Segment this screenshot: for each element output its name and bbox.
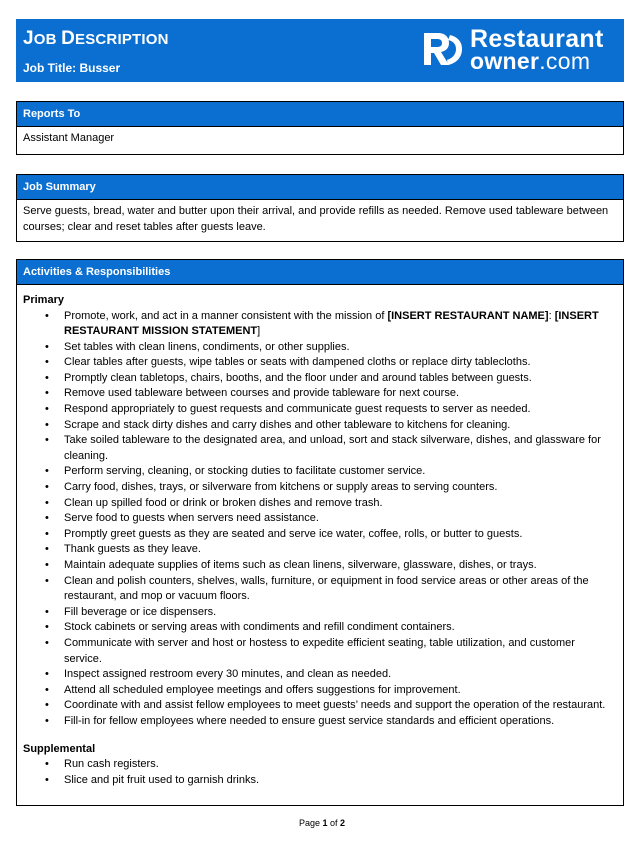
logo-text-owner (470, 48, 590, 75)
list-item: • Promptly greet guests as they are seated and serve ice water, coffee, rolls, or butter to guests. (23, 527, 617, 543)
reports-to-heading: Reports To (17, 102, 623, 127)
page-number: 1 (322, 818, 328, 828)
list-item: • Coordinate with and assist fellow employees to meet guests’ needs and support the operation of the restaurant. (23, 698, 617, 714)
item-text: Promote, work, and act in a manner consistent with the mission of (64, 309, 388, 322)
item-bold: [INSERT RESTAURANT MISSION STATEMENT (64, 309, 599, 338)
list-item: • Inspect assigned restroom every 30 minutes, and clean as needed. (23, 667, 617, 683)
list-item: • Run cash registers. (23, 757, 617, 773)
activities-content (17, 285, 623, 794)
item-text: ] (257, 325, 261, 338)
list-item: • Clean and polish counters, shelves, walls, furniture, or equipment in food service areas or other areas of the restaurant, and mop or vacuum floors. (23, 574, 617, 605)
list-item: • Respond appropriately to guest requests and communicate guest requests to server as needed. (23, 402, 617, 418)
logo-owner: owner (470, 48, 540, 74)
document-header (16, 19, 624, 82)
list-item: • Attend all scheduled employee meetings and offers suggestions for improvement. (23, 683, 617, 699)
primary-list (23, 309, 617, 730)
primary-label: Primary (23, 294, 64, 306)
ro-logo-icon (420, 29, 464, 69)
reports-to-section (16, 101, 624, 155)
activities-section (16, 259, 624, 806)
list-item: • Set tables with clean linens, condiments, or other supplies. (23, 340, 617, 356)
footer-text: of (327, 818, 341, 828)
list-item: • Stock cabinets or serving areas with condiments and refill condiment containers. (23, 620, 617, 636)
title-part: ESCRIPTION (74, 31, 169, 48)
title-part: D (61, 28, 75, 49)
list-item: • Remove used tableware between courses and provide tableware for next course. (23, 386, 617, 402)
supplemental-list (23, 757, 617, 788)
job-summary-text: Serve guests, bread, water and butter upon their arrival, and provide refills as needed. Remove used tableware between courses; clear and reset tables after guests leave. (23, 205, 609, 233)
job-title: Job Title: Busser (23, 61, 121, 75)
title-part: J (23, 28, 34, 49)
list-item: • Carry food, dishes, trays, or silverware from kitchens or supply areas to serving counters. (23, 480, 617, 496)
list-item: • Take soiled tableware to the designated area, and unload, sort and stack silverware, dishes, and glassware for cleaning. (23, 433, 617, 464)
job-summary-heading: Job Summary (17, 175, 623, 200)
list-item: • Slice and pit fruit used to garnish drinks. (23, 773, 617, 789)
footer-text: Page (298, 818, 323, 828)
list-item: • Promptly clean tabletops, chairs, booths, and the floor under and around tables between guests. (23, 371, 617, 387)
restaurant-owner-logo (420, 27, 610, 73)
list-item: • Thank guests as they leave. (23, 542, 617, 558)
list-item: • Fill beverage or ice dispensers. (23, 605, 617, 621)
page-footer (0, 818, 644, 828)
page-total: 2 (340, 818, 346, 828)
list-item: • Perform serving, cleaning, or stocking duties to facilitate customer service. (23, 464, 617, 480)
list-item: • Clean up spilled food or drink or broken dishes and remove trash. (23, 496, 617, 512)
item-bold: [INSERT RESTAURANT NAME] (387, 309, 549, 322)
list-item: • Communicate with server and host or hostess to expedite efficient seating, table utilization, and customer service. (23, 636, 617, 667)
list-item (23, 309, 617, 340)
document-title (23, 28, 169, 50)
list-item: • Serve food to guests when servers need assistance. (23, 511, 617, 527)
list-item: • Fill-in for fellow employees where needed to ensure guest service standards and efficient operations. (23, 714, 617, 730)
logo-text-restaurant: Restaurant (470, 25, 604, 53)
item-text: : (548, 309, 555, 322)
reports-to-value: Assistant Manager (23, 132, 115, 144)
supplemental-label: Supplemental (23, 742, 96, 755)
activities-heading: Activities & Responsibilities (17, 260, 623, 285)
job-summary-section (16, 174, 624, 242)
list-item: • Maintain adequate supplies of items such as clean linens, silverware, glassware, dishes, or trays. (23, 558, 617, 574)
list-item: • Clear tables after guests, wipe tables or seats with dampened cloths or replace dirty tablecloths. (23, 355, 617, 371)
list-item: • Scrape and stack dirty dishes and carry dishes and other tableware to kitchens for cleaning. (23, 418, 617, 434)
logo-dotcom: .com (539, 48, 591, 74)
title-part: OB (33, 31, 62, 48)
